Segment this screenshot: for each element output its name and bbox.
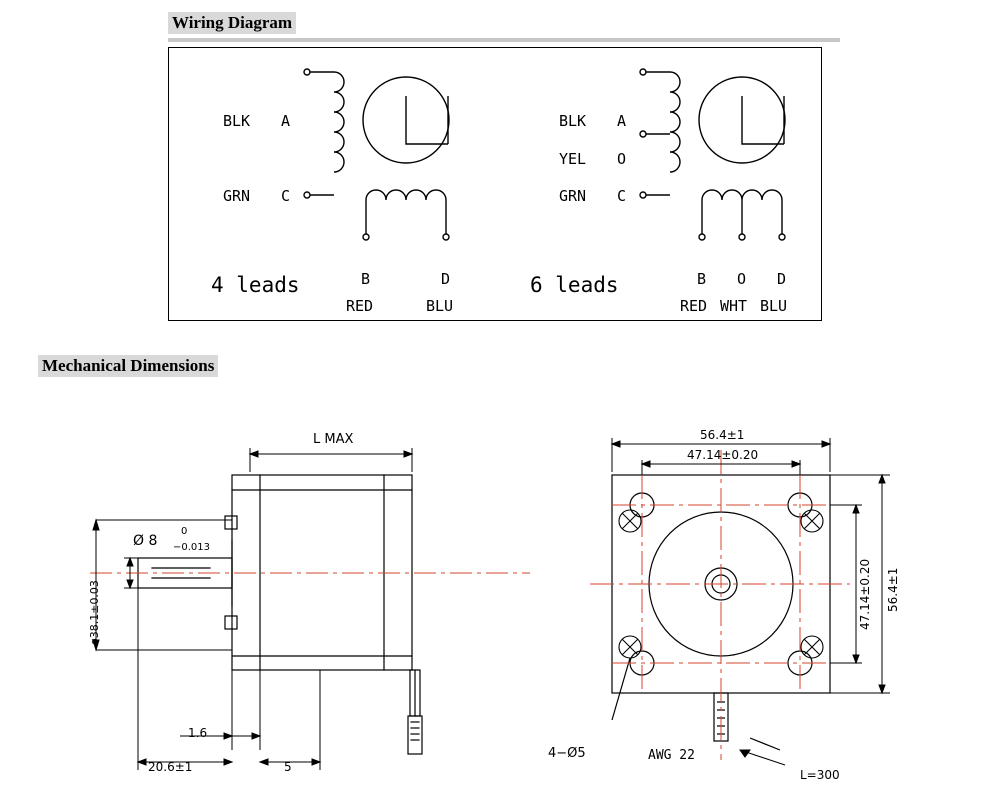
- four-lead-a-letter: A: [281, 112, 291, 130]
- four-lead-blk-color: BLK: [223, 112, 251, 130]
- four-lead-schematic: [169, 48, 499, 298]
- front-view-outer-height: [888, 560, 902, 660]
- side-view-flange-thickness: 1.6: [188, 726, 208, 740]
- side-view-shaft-tol-lower: −0.013: [173, 542, 211, 553]
- front-view-hole-pitch-vertical: [860, 560, 874, 660]
- front-view-hole-pitch-vertical-text: 47.14±0.20: [858, 558, 872, 630]
- four-lead-c-letter: C: [281, 187, 291, 205]
- six-lead-bottom-color-red: RED: [680, 297, 708, 315]
- six-lead-bottom-color-blu: BLU: [760, 297, 788, 315]
- side-view-shaft-diameter: Ø 8: [133, 533, 158, 549]
- six-lead-terminal-c: C: [617, 187, 627, 205]
- six-lead-bottom-terminal-d: D: [777, 270, 787, 288]
- wiring-heading-rule: [168, 38, 840, 42]
- side-view-shaft-tol-upper: 0: [181, 526, 188, 537]
- side-view-lmax-label: L MAX: [313, 432, 354, 447]
- side-view-flange-diameter: [88, 545, 106, 645]
- six-lead-terminal-a: A: [617, 112, 627, 130]
- four-leads-caption: 4 leads: [211, 273, 300, 297]
- six-lead-label-blk: BLK: [559, 112, 587, 130]
- four-lead-bottom-color-red: RED: [346, 297, 374, 315]
- six-lead-label-yel: YEL: [559, 150, 587, 168]
- side-view-flange-diameter-text: ø38.1±0.03: [88, 580, 101, 645]
- six-lead-bottom-terminal-o: O: [737, 270, 747, 288]
- front-view-drawing: [590, 420, 990, 790]
- four-lead-bottom-terminal-b: B: [361, 270, 371, 288]
- six-lead-label-grn: GRN: [559, 187, 587, 205]
- side-view-shaft-length: 20.6±1: [148, 760, 193, 774]
- six-lead-schematic: [505, 48, 835, 298]
- four-lead-grn-color: GRN: [223, 187, 251, 205]
- wiring-diagram-title: Wiring Diagram: [168, 12, 296, 34]
- wiring-diagram-heading: [168, 12, 296, 34]
- four-lead-bottom-terminal-d: D: [441, 270, 451, 288]
- six-lead-bottom-color-wht: WHT: [720, 297, 748, 315]
- front-view-wire-gauge: AWG 22: [648, 748, 695, 763]
- front-view-hole-pitch: 47.14±0.20: [687, 448, 759, 462]
- front-view-wire-length: L=300: [800, 768, 840, 782]
- side-view-drawing: [60, 420, 540, 790]
- six-leads-caption: 6 leads: [530, 273, 619, 297]
- four-lead-bottom-color-blu: BLU: [426, 297, 454, 315]
- front-view-outer-width: 56.4±1: [700, 428, 745, 442]
- wiring-diagram-box: [168, 47, 822, 321]
- front-view-outer-height-text: 56.4±1: [886, 567, 900, 612]
- mechanical-dimensions-heading: [38, 355, 218, 377]
- mechanical-dimensions-title: Mechanical Dimensions: [38, 355, 218, 377]
- front-view-hole-note: 4−Ø5: [548, 746, 586, 761]
- six-lead-terminal-o: O: [617, 150, 627, 168]
- side-view-step: 5: [284, 760, 292, 774]
- six-lead-bottom-terminal-b: B: [697, 270, 707, 288]
